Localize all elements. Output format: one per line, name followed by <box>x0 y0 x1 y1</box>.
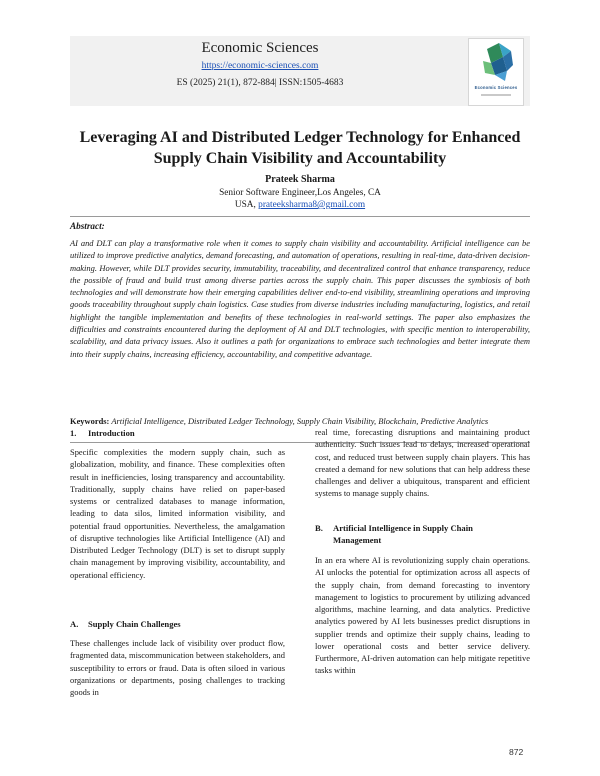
cover-divider <box>481 94 511 96</box>
challenges-paragraph: These challenges include lack of visibility over product flow, fragmented data, miscommunication between stakeholders, and susceptibility to errors or fraud. Data is often siloed in various organizations or departments, posing challenges to tracking goods in <box>70 638 285 697</box>
ai-paragraph: In an era where AI is revolutionizing supply chain operations. AI unlocks the potential for optimization across all aspects of the supply chain, from demand forecasting to inventory management to logistics to procurement by utilizing advanced algorithms, machine learning, and data analytics. Predictive analytics powered by AI lets businesses predict disruptions in supplier trends and optimize their supply chains, leading to lower operational costs and better service delivery. Furthermore, AI-driven automation can help mitigate repetitive tasks within <box>315 555 530 676</box>
left-column-lower <box>70 637 285 698</box>
right-column <box>315 426 530 500</box>
author-name: Prateek Sharma <box>265 174 335 185</box>
author-email-link[interactable]: prateeksharma8@gmail.com <box>258 200 366 210</box>
journal-url-link[interactable]: https://economic-sciences.com <box>201 61 319 71</box>
keywords-label: Keywords: <box>70 416 110 426</box>
paper-title-line2: Supply Chain Visibility and Accountability <box>153 150 447 167</box>
abstract-top-rule <box>70 216 530 217</box>
journal-cover-image <box>468 38 524 106</box>
subsection-title-line2: Management <box>333 535 382 545</box>
abstract-text: AI and DLT can play a transformative role when it comes to supply chain visibility and accountability. Artificial intelligence can be utilized to improve predictive analytics, demand forecasting, and automation of operations, resulting in real-time, data-driven decision-making. However, while DLT provides security, immutability, traceability, and decentralized control that enhance transparency, reduce the possible of fraud and build trust among diverse parties across the supply chain. This paper discusses the symbiosis of both technologies and will demonstrate how their emerging capabilities deliver end-to-end visibility, streamlining operations and improving goods traceability throughout supply chain logistics. Case studies from diverse industries including manufacturing, logistics, and retail highlight the tangible implementation and benefits of these technologies in real-world settings. The paper also emphasizes the difficulties and constraints encountered during the deployment of AI and DLT technologies, with specific mention to interoperability, scalability, and data privacy issues. Also it outlines a path for organizations to embrace such technologies and better integrate them into their supply chains, increasing efficiency, accountability, and competitive advantage. <box>70 238 530 359</box>
affiliation-line: Senior Software Engineer,Los Angeles, CA <box>219 188 381 198</box>
subsection-b-heading <box>315 522 530 546</box>
continued-paragraph: real time, forecasting disruptions and maintaining product authenticity. Such issues lead to delays, increased operational cost, and reduced trust between supply chain players. This has created a demand for new solutions that can help address these challenges and deliver a ubiquitous, transparent and efficient systems to manage supply chains. <box>315 427 530 499</box>
journal-header <box>70 36 530 106</box>
keywords-text: Artificial Intelligence, Distributed Ledger Technology, Supply Chain Visibility, Blockchain, Predictive Analytics <box>111 416 489 426</box>
subsection-number: A. <box>70 619 79 629</box>
subsection-title: Supply Chain Challenges <box>88 619 181 629</box>
subsection-title-line1: Artificial Intelligence in Supply Chain <box>333 523 473 533</box>
author-affiliation <box>60 187 540 211</box>
subsection-number: B. <box>315 523 323 533</box>
right-column-lower <box>315 554 530 677</box>
section-introduction-heading <box>70 427 135 439</box>
abstract-label: Abstract: <box>70 221 105 231</box>
journal-issue-info: ES (2025) 21(1), 872-884| ISSN:1505-4683 <box>176 78 344 88</box>
intro-paragraph: Specific complexities the modern supply chain, such as globalization, mobility, and finance. These complexities often result in inefficiencies, losing transparency and accountability. Traditionally, supply chains have relied on paper-based systems or centralized databases to manage information, leading to data silos, limited information visibility, and potential fraud opportunities. Nevertheless, the amalgamation of disruptive technologies like Artificial Intelligence (AI) and Distributed Ledger Technology (DLT) is set to disrupt supply chain management by improving visibility, accountability, and operational efficiency. <box>70 447 285 580</box>
section-title: Introduction <box>88 428 135 438</box>
email-prefix: USA, <box>234 200 256 210</box>
section-number: 1. <box>70 428 77 438</box>
left-column <box>70 446 285 581</box>
email-line <box>60 199 540 211</box>
journal-name: Economic Sciences <box>201 40 319 56</box>
cover-graphic-icon <box>469 39 523 85</box>
paper-title-line1: Leveraging AI and Distributed Ledger Technology for Enhanced <box>79 129 521 146</box>
subsection-a-heading <box>70 618 181 630</box>
paper-title <box>60 127 540 169</box>
page-number: 872 <box>509 747 524 757</box>
cover-caption: Economic Sciences <box>474 85 518 90</box>
